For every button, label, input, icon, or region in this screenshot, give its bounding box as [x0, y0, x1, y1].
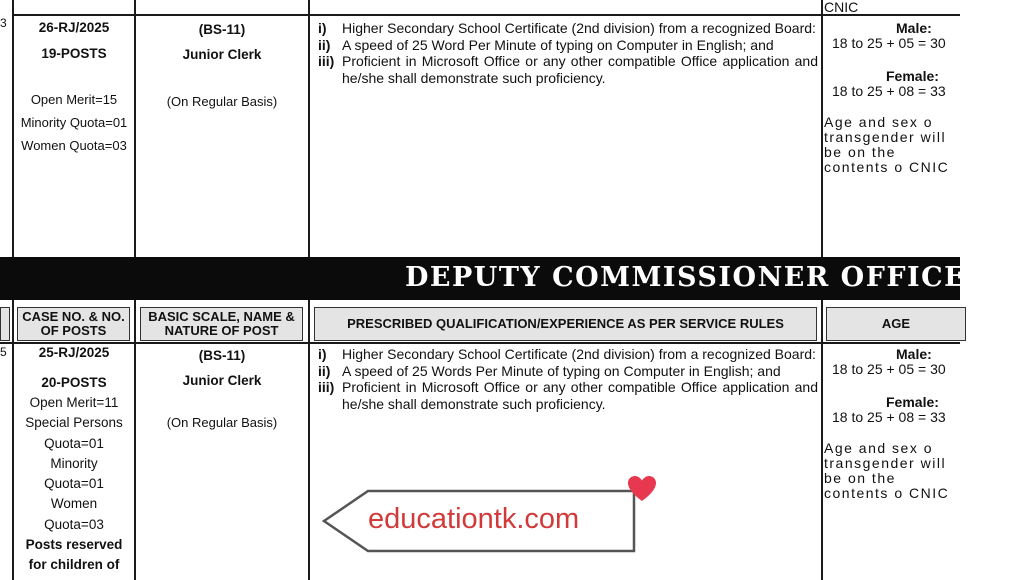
header-basic-scale: BASIC SCALE, NAME & NATURE OF POST	[140, 307, 303, 341]
posts-count: 19-POSTS	[41, 46, 107, 61]
quota-item: Women	[50, 496, 98, 512]
qualification-item: i) Higher Secondary School Certificate (2nd division) from a recognized Board:	[318, 20, 816, 36]
male-value: 18 to 25 + 05 = 30	[832, 361, 946, 377]
quota-item: Women Quota=03	[21, 138, 127, 153]
reserved-note: Posts reserved	[25, 537, 123, 553]
male-label: Male:	[896, 346, 932, 362]
quota-item: Quota=01	[44, 476, 104, 492]
quota-item: Open Merit=11	[29, 395, 119, 410]
office-banner-title: DEPUTY COMMISSIONER OFFICE, SA	[405, 262, 1031, 293]
table-border-col3	[821, 0, 823, 257]
quota-list	[14, 393, 134, 576]
female-label: Female:	[886, 394, 939, 410]
watermark-text: educationtk.com	[368, 503, 580, 535]
post-nature: (On Regular Basis)	[166, 415, 278, 430]
age-cell	[824, 347, 1014, 501]
case-number: 25-RJ/2025	[38, 345, 110, 360]
quota-list	[14, 88, 134, 157]
age-note: Age and sex o transgender will be on the contents o CNIC	[824, 114, 950, 175]
post-nature: (On Regular Basis)	[166, 94, 278, 109]
quota-item: Quota=03	[44, 516, 104, 532]
male-label: Male:	[896, 20, 932, 36]
heart-icon	[627, 475, 657, 503]
case-cell	[14, 20, 134, 157]
qualification-list	[318, 20, 818, 86]
case-cell	[14, 345, 134, 576]
header-divider	[0, 342, 960, 344]
quota-item: Minority	[50, 455, 98, 471]
reserved-note: for children of	[28, 557, 120, 573]
age-note: Age and sex o transgender will be on the contents o CNIC	[824, 440, 950, 501]
qualification-list	[318, 346, 818, 412]
post-name: Junior Clerk	[182, 47, 262, 62]
header-age: AGE	[826, 307, 966, 341]
female-label: Female:	[886, 68, 939, 84]
age-cnic-top: CNIC	[824, 0, 859, 15]
qualification-item: iii) Proficient in Microsoft Office or any other compatible Office application and he/she shall demonstrate such proficiency.	[318, 379, 818, 412]
edge-fragment: 3	[0, 16, 7, 30]
quota-item: Minority Quota=01	[20, 115, 128, 130]
header-case: CASE NO. & NO. OF POSTS	[17, 307, 130, 341]
qualification-item: ii) A speed of 25 Words Per Minute of typing on Computer in English; and	[318, 362, 781, 379]
post-scale: (BS-11)	[198, 348, 246, 363]
male-value: 18 to 25 + 05 = 30	[832, 35, 946, 51]
header-fragment	[0, 307, 10, 341]
case-number: 26-RJ/2025	[38, 20, 110, 35]
quota-item: Special Persons	[25, 415, 123, 431]
qualification-item: iii) Proficient in Microsoft Office or any other compatible Office application and he/she shall demonstrate such proficiency.	[318, 53, 818, 86]
table-row-divider	[12, 14, 960, 16]
posts-count: 20-POSTS	[41, 375, 107, 390]
table-border-col2	[308, 0, 310, 257]
quota-item: Open Merit=15	[30, 92, 118, 107]
female-value: 18 to 25 + 08 = 33	[832, 409, 946, 425]
age-cell	[824, 21, 1014, 175]
post-cell	[136, 348, 308, 431]
qualification-item: ii) A speed of 25 Word Per Minute of typing on Computer in English; and	[318, 36, 774, 53]
edge-fragment: 5	[0, 345, 7, 359]
qualification-item: i) Higher Secondary School Certificate (2nd division) from a recognized Board:	[318, 346, 816, 362]
post-name: Junior Clerk	[182, 373, 262, 388]
female-value: 18 to 25 + 08 = 33	[832, 83, 946, 99]
post-scale: (BS-11)	[198, 22, 246, 37]
quota-item: Quota=01	[44, 435, 104, 451]
post-cell	[136, 22, 308, 110]
header-qualification: PRESCRIBED QUALIFICATION/EXPERIENCE AS PER SERVICE RULES	[314, 307, 817, 341]
